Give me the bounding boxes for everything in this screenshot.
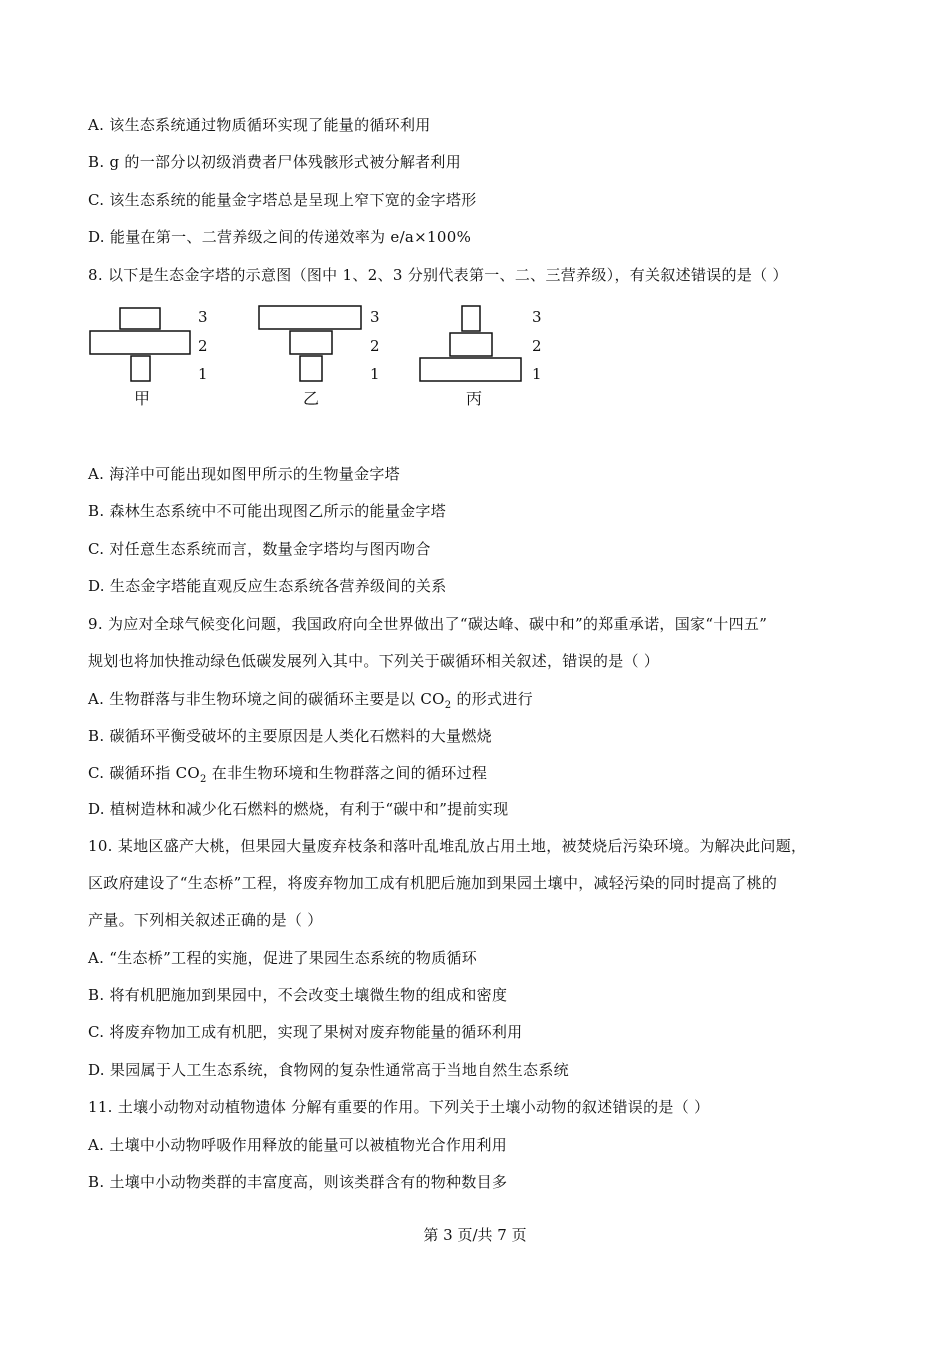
q7-option-d: D. 能量在第一、二营养级之间的传递效率为 e/a×100% (88, 228, 472, 246)
q9-option-d: D. 植树造林和减少化石燃料的燃烧，有利于“碳中和”提前实现 (88, 800, 509, 818)
q8-option-b: B. 森林生态系统中不可能出现图乙所示的能量金字塔 (88, 502, 447, 520)
label-bing: 丙 (466, 389, 483, 408)
q10-option-b: B. 将有机肥施加到果园中，不会改变土壤微生物的组成和密度 (88, 986, 508, 1004)
bing-level-2: 2 (532, 337, 542, 355)
pyramid-diagrams (80, 298, 560, 417)
bing-level-2-bar (450, 333, 492, 356)
jia-level-1: 1 (198, 365, 208, 383)
yi-level-2: 2 (370, 337, 380, 355)
q10-stem-line-3: 产量。下列相关叙述正确的是（ ） (88, 911, 323, 929)
q10-stem-line-1: 10. 某地区盛产大桃，但果园大量废弃枝条和落叶乱堆乱放占用土地，被焚烧后污染环境。为解决此问题， (88, 837, 807, 855)
bing-level-1: 1 (532, 365, 542, 383)
q11-stem: 11. 土壤小动物对动植物遗体 分解有重要的作用。下列关于土壤小动物的叙述错误的是（ ） (88, 1098, 710, 1116)
label-yi: 乙 (303, 389, 320, 408)
q10-option-a: A. “生态桥”工程的实施，促进了果园生态系统的物质循环 (88, 949, 478, 967)
jia-level-2: 2 (198, 337, 208, 355)
jia-level-2-bar (90, 331, 190, 354)
q11-option-a: A. 土壤中小动物呼吸作用释放的能量可以被植物光合作用利用 (88, 1136, 508, 1154)
jia-level-3-bar (120, 308, 160, 329)
bing-level-3: 3 (532, 308, 542, 326)
q7-option-b: B. g 的一部分以初级消费者尸体残骸形式被分解者利用 (88, 153, 462, 171)
bing-level-3-bar (462, 306, 480, 331)
q9-stem-line-2: 规划也将加快推动绿色低碳发展列入其中。下列关于碳循环相关叙述，错误的是（ ） (88, 652, 660, 670)
q10-option-c: C. 将废弃物加工成有机肥，实现了果树对废弃物能量的循环利用 (88, 1023, 523, 1041)
q8-option-c: C. 对任意生态系统而言，数量金字塔均与图丙吻合 (88, 540, 431, 558)
q11-option-b: B. 土壤中小动物类群的丰富度高，则该类群含有的物种数目多 (88, 1173, 508, 1191)
q9-stem-line-1: 9. 为应对全球气候变化问题，我国政府向全世界做出了“碳达峰、碳中和”的郑重承诺，国家“十四五” (88, 615, 768, 633)
q10-option-d: D. 果园属于人工生态系统，食物网的复杂性通常高于当地自然生态系统 (88, 1061, 569, 1079)
q9-option-c: C. 碳循环指 $CO_2$ 在非生物环境和生物群落之间的循环过程 (88, 764, 488, 785)
label-jia: 甲 (134, 389, 151, 408)
bing-level-1-bar (420, 358, 521, 381)
q7-option-c: C. 该生态系统的能量金字塔总是呈现上窄下宽的金字塔形 (88, 191, 477, 209)
yi-level-2-bar (290, 331, 332, 354)
q8-option-d: D. 生态金字塔能直观反应生态系统各营养级间的关系 (88, 577, 447, 595)
q8-stem: 8. 以下是生态金字塔的示意图（图中 1、2、3 分别代表第一、二、三营养级），有关叙述错误的是（ ） (88, 266, 788, 284)
jia-level-1-bar (131, 356, 150, 381)
q9-option-a: A. 生物群落与非生物环境之间的碳循环主要是以 $CO_2$ 的形式进行 (88, 690, 533, 711)
q7-option-a: A. 该生态系统通过物质循环实现了能量的循环利用 (88, 116, 431, 134)
q10-stem-line-2: 区政府建设了“生态桥”工程，将废弃物加工成有机肥后施加到果园土壤中，减轻污染的同时提高了桃的 (88, 874, 778, 892)
q9-option-b: B. 碳循环平衡受破坏的主要原因是人类化石燃料的大量燃烧 (88, 727, 492, 745)
q8-option-a: A. 海洋中可能出现如图甲所示的生物量金字塔 (88, 465, 400, 483)
jia-level-3: 3 (198, 308, 208, 326)
yi-level-1-bar (300, 356, 322, 381)
page-number-footer: 第 3 页/共 7 页 (423, 1226, 527, 1244)
yi-level-3: 3 (370, 308, 380, 326)
yi-level-1: 1 (370, 365, 380, 383)
yi-level-3-bar (259, 306, 361, 329)
